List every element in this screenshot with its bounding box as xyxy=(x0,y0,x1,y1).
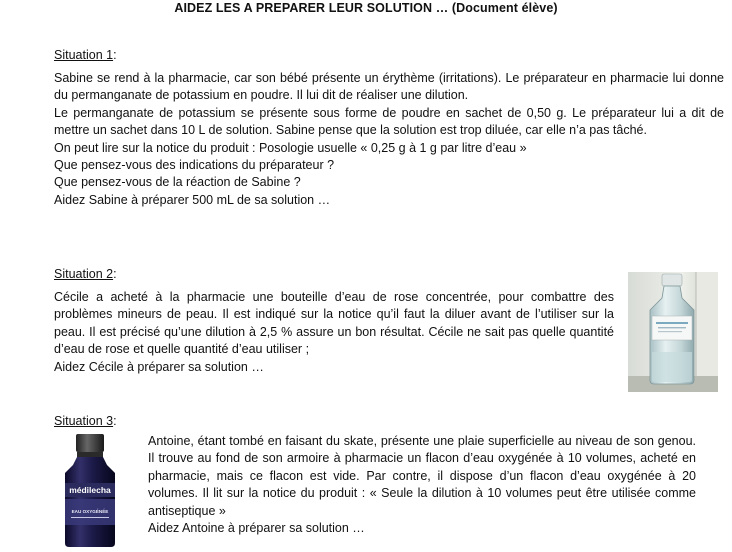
situation-2-heading-text: Situation 2 xyxy=(54,267,114,281)
situation-2-heading-colon: : xyxy=(113,267,117,281)
situation-3-line: Aidez Antoine à préparer sa solution … xyxy=(148,521,365,536)
bottle-product-label: EAU OXYGÉNÉE xyxy=(71,509,109,514)
hydrogen-peroxide-bottle-image xyxy=(55,431,125,549)
situation-1-line: Le permanganate de potassium se présente sous forme de poudre en sachet de 0,50 g. Le préparateur lui a dit de mettre un sachet dans 10 L de solution. Sabine pense que la solution est trop diluée, car elle n’a pas tâché. xyxy=(54,105,724,138)
situation-2-line: Aidez Cécile à préparer sa solution … xyxy=(54,359,264,374)
situation-1-heading xyxy=(54,48,117,62)
bottle-brand-label: médilecha xyxy=(69,485,111,495)
rose-water-bottle-image xyxy=(628,272,718,392)
rose-water-bottle-icon xyxy=(628,272,718,392)
situation-1-text xyxy=(54,70,724,209)
situation-2-heading xyxy=(54,267,117,281)
situation-1-line: Que pensez-vous des indications du préparateur ? xyxy=(54,158,335,173)
situation-2-line: Cécile a acheté à la pharmacie une bouteille d’eau de rose concentrée, pour combattre des problèmes mineurs de peau. Il est indiqué sur la notice qu’il faut la diluer avant de l’utiliser sur la peau. Il est précisé qu’une dilution à 2,5 % assure un bon résultat. Cécile ne sait pas quelle quantité d’eau de rose et quelle quantité d’eau utiliser ; xyxy=(54,290,614,357)
situation-1-line: Aidez Sabine à préparer 500 mL de sa solution … xyxy=(54,192,331,207)
document-title: AIDEZ LES A PREPARER LEUR SOLUTION … (Document élève) xyxy=(174,1,558,15)
situation-1-line: Sabine se rend à la pharmacie, car son bébé présente un érythème (irritations). Le préparateur en pharmacie lui donne du permanganate de potassium en poudre. Il lui dit de réaliser une dilution. xyxy=(54,71,724,103)
situation-3-heading-text: Situation 3 xyxy=(54,414,114,428)
situation-1-heading-colon: : xyxy=(113,48,117,62)
situation-1-heading-text: Situation 1 xyxy=(54,48,114,62)
situation-3-text xyxy=(148,433,696,537)
situation-1-line: On peut lire sur la notice du produit : Posologie usuelle « 0,25 g à 1 g par litre d’eau » xyxy=(54,140,527,155)
situation-1-line: Que pensez-vous de la réaction de Sabine ? xyxy=(54,175,301,190)
hydrogen-peroxide-bottle-icon xyxy=(55,431,125,549)
situation-3-heading-colon: : xyxy=(113,414,117,428)
situation-3-line: Antoine, étant tombé en faisant du skate, présente une plaie superficielle au niveau de son genou. Il trouve au fond de son armoire à pharmacie un flacon d’eau oxygénée à 10 volumes, acheté en pharmacie, mais ce flacon est vide. Par contre, il dispose d’un flacon d’eau oxygénée à 20 volumes. Il lit sur la notice du produit : « Seule la dilution à 10 volumes peut être utilisée comme antiseptique » xyxy=(148,434,696,518)
situation-3-heading xyxy=(54,414,117,428)
situation-2-text xyxy=(54,289,614,376)
